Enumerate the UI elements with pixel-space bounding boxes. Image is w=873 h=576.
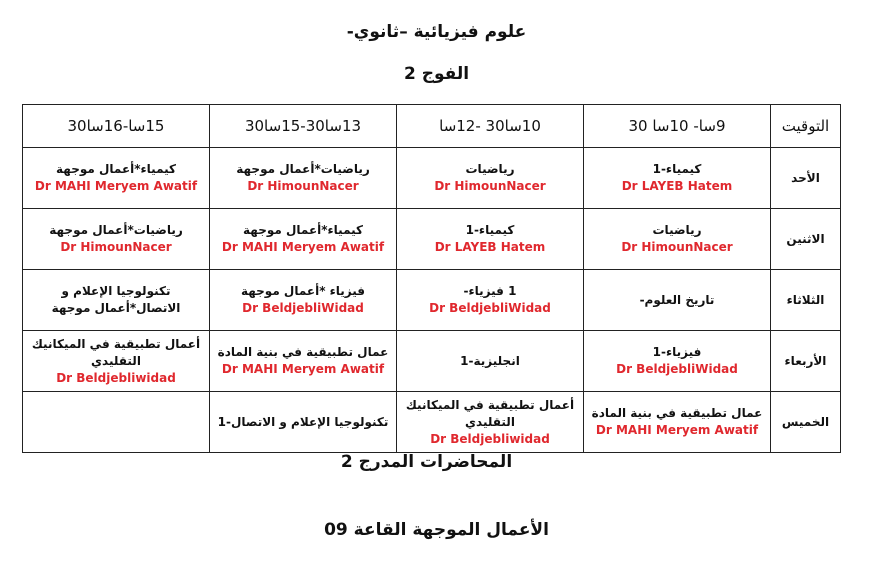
table-row [23, 331, 841, 392]
subject-text: فيزياء-1 [652, 345, 702, 359]
day-cell: الأحد [771, 148, 841, 209]
teacher-text: Dr HimounNacer [247, 179, 359, 193]
subject-text: كيمياء-1 [652, 162, 702, 176]
subject-text: رياضيات [465, 162, 515, 176]
teacher-text: Dr Beldjebliwidad [430, 431, 550, 446]
subject-text: رياضيات*أعمال موجهة [49, 223, 183, 237]
table-row [23, 209, 841, 270]
subject-text: 1 فيزياء- [463, 284, 517, 298]
schedule-cell [584, 209, 771, 270]
subject-text: انجليزية-1 [460, 353, 520, 368]
table-row [23, 148, 841, 209]
subject-text: تاريخ العلوم- [639, 292, 715, 307]
schedule-cell [397, 392, 584, 453]
teacher-text: Dr MAHI Meryem Awatif [221, 362, 385, 376]
schedule-cell [210, 270, 397, 331]
subject-text: فيزياء *أعمال موجهة [240, 284, 366, 298]
header-timing: التوقيت [771, 105, 841, 148]
schedule-cell [397, 270, 584, 331]
day-cell: الاثنين [771, 209, 841, 270]
document-title: علوم فيزيائية –ثانوي- [346, 22, 527, 42]
day-cell: الخميس [771, 392, 841, 453]
teacher-text: Dr MAHI Meryem Awatif [595, 423, 759, 437]
subject-text: أعمال تطبيقية في الميكانيك التقليدي [31, 336, 201, 368]
teacher-text: Dr BeldjebliWidad [429, 301, 551, 315]
schedule-cell [23, 270, 210, 331]
teacher-text: Dr HimounNacer [60, 240, 172, 254]
subject-text: عمال تطبيقية في بنية المادة [217, 345, 389, 359]
header-row [23, 105, 841, 148]
schedule-cell [397, 209, 584, 270]
subject-text: كيمياء-1 [465, 223, 515, 237]
header-slot-1: 9سا- 10سا 30 [584, 105, 771, 148]
schedule-cell [397, 331, 584, 392]
day-cell: الأربعاء [771, 331, 841, 392]
subject-text: تكنولوجيا الإعلام و الاتصال*أعمال موجهة [51, 284, 181, 315]
schedule-cell [23, 331, 210, 392]
subject-text: رياضيات*أعمال موجهة [236, 162, 370, 176]
header-slot-2: 10سا30 -12سا [397, 105, 584, 148]
group-label: الفوج 2 [403, 64, 470, 84]
schedule-cell [23, 392, 210, 453]
teacher-text: Dr Beldjebliwidad [56, 370, 176, 385]
teacher-text: Dr BeldjebliWidad [616, 362, 738, 376]
table-row [23, 392, 841, 453]
subject-text: عمال تطبيقية في بنية المادة [591, 406, 763, 420]
subject-text: أعمال تطبيقية في الميكانيك التقليدي [405, 397, 575, 429]
schedule-cell [23, 209, 210, 270]
schedule-table [22, 104, 841, 453]
teacher-text: Dr MAHI Meryem Awatif [34, 179, 198, 193]
header-slot-4: 15سا-16سا30 [23, 105, 210, 148]
schedule-cell [584, 270, 771, 331]
teacher-text: Dr BeldjebliWidad [242, 301, 364, 315]
subject-text: تكنولوجيا الإعلام و الاتصال-1 [217, 414, 389, 429]
schedule-cell [210, 148, 397, 209]
table-row [23, 270, 841, 331]
lectures-location: المحاضرات المدرج 2 [340, 452, 513, 472]
schedule-cell [23, 148, 210, 209]
teacher-text: Dr LAYEB Hatem [621, 179, 733, 193]
tutorials-location: الأعمال الموجهة القاعة 09 [324, 520, 549, 540]
teacher-text: Dr LAYEB Hatem [434, 240, 546, 254]
header-slot-3: 13سا30-15سا30 [210, 105, 397, 148]
subject-text: رياضيات [652, 223, 702, 237]
schedule-cell [210, 392, 397, 453]
schedule-cell [584, 148, 771, 209]
schedule-cell [210, 209, 397, 270]
schedule-cell [584, 331, 771, 392]
day-cell: الثلاثاء [771, 270, 841, 331]
schedule-cell [210, 331, 397, 392]
teacher-text: Dr HimounNacer [434, 179, 546, 193]
schedule-cell [397, 148, 584, 209]
teacher-text: Dr MAHI Meryem Awatif [221, 240, 385, 254]
subject-text: كيمياء*أعمال موجهة [243, 223, 363, 237]
teacher-text: Dr HimounNacer [621, 240, 733, 254]
schedule-cell [584, 392, 771, 453]
subject-text: كيمياء*أعمال موجهة [56, 162, 176, 176]
